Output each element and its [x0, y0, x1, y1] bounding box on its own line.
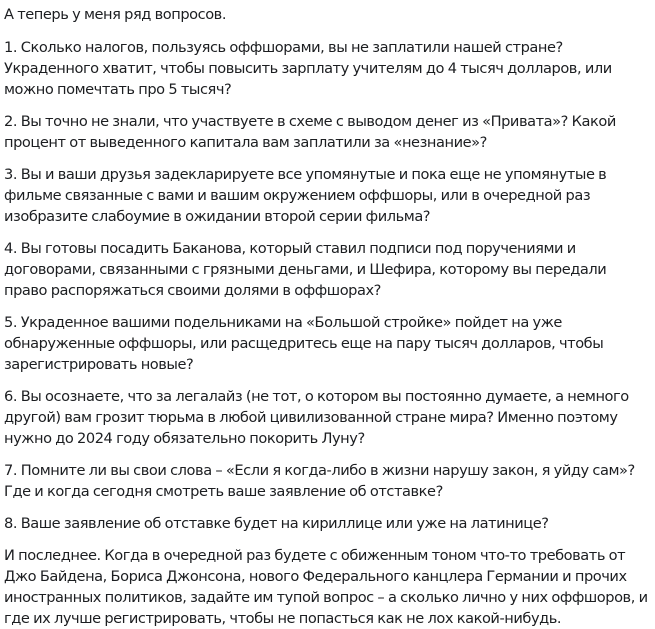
question-1: 1. Сколько налогов, пользуясь оффшорами, вы не заплатили нашей стране? Украденного хватит, чтобы повысить зарплату учителям до 4 тысяч долларов, или можно помечтать про 5 тысяч? — [4, 39, 612, 98]
question-8: 8. Ваше заявление об отставке будет на кириллице или уже на латинице? — [4, 515, 549, 532]
question-4: 4. Вы готовы посадить Баканова, который ставил подписи под поручениями и договорами, связанными с грязными деньгами, и Шефира, которому вы передали право распоряжаться своими долями в оффшорах? — [4, 240, 607, 299]
post-intro: А теперь у меня ряд вопросов. — [4, 6, 227, 23]
post-outro: И последнее. Когда в очередной раз будете с обиженным тоном что-то требовать от Джо Байдена, Бориса Джонсона, нового Федерального канцлера Германии и прочих иностранных политиков, задайте им тупой вопрос – а сколько лично у них оффшоров, и где их лучше регистрировать, чтобы не попасться как не лох какой-нибудь. — [4, 547, 648, 627]
post-body — [4, 0, 652, 629]
question-7: 7. Помните ли вы свои слова – «Если я когда-либо в жизни нарушу закон, я уйду сам»? Где и когда сегодня смотреть ваше заявление об отставке? — [4, 462, 635, 500]
question-2: 2. Вы точно не знали, что участвуете в схеме с выводом денег из «Привата»? Какой процент от выведенного капитала вам заплатили за «незнание»? — [4, 113, 616, 151]
question-3: 3. Вы и ваши друзья задекларируете все упомянутые и пока еще не упомянутые в фильме связанные с вами и вашим окружением оффшоры, или в очередной раз изобразите слабоумие в ожидании второй серии фильма? — [4, 166, 607, 225]
question-6: 6. Вы осознаете, что за легалайз (не тот, о котором вы постоянно думаете, а немного другой) вам грозит тюрьма в любой цивилизованной стране мира? Именно поэтому нужно до 2024 году обязательно покорить Луну? — [4, 388, 629, 447]
question-5: 5. Украденное вашими подельниками на «Большой стройке» пойдет на уже обнаруженные оффшоры, или расщедритесь еще на пару тысяч долларов, чтобы зарегистрировать новые? — [4, 314, 604, 373]
